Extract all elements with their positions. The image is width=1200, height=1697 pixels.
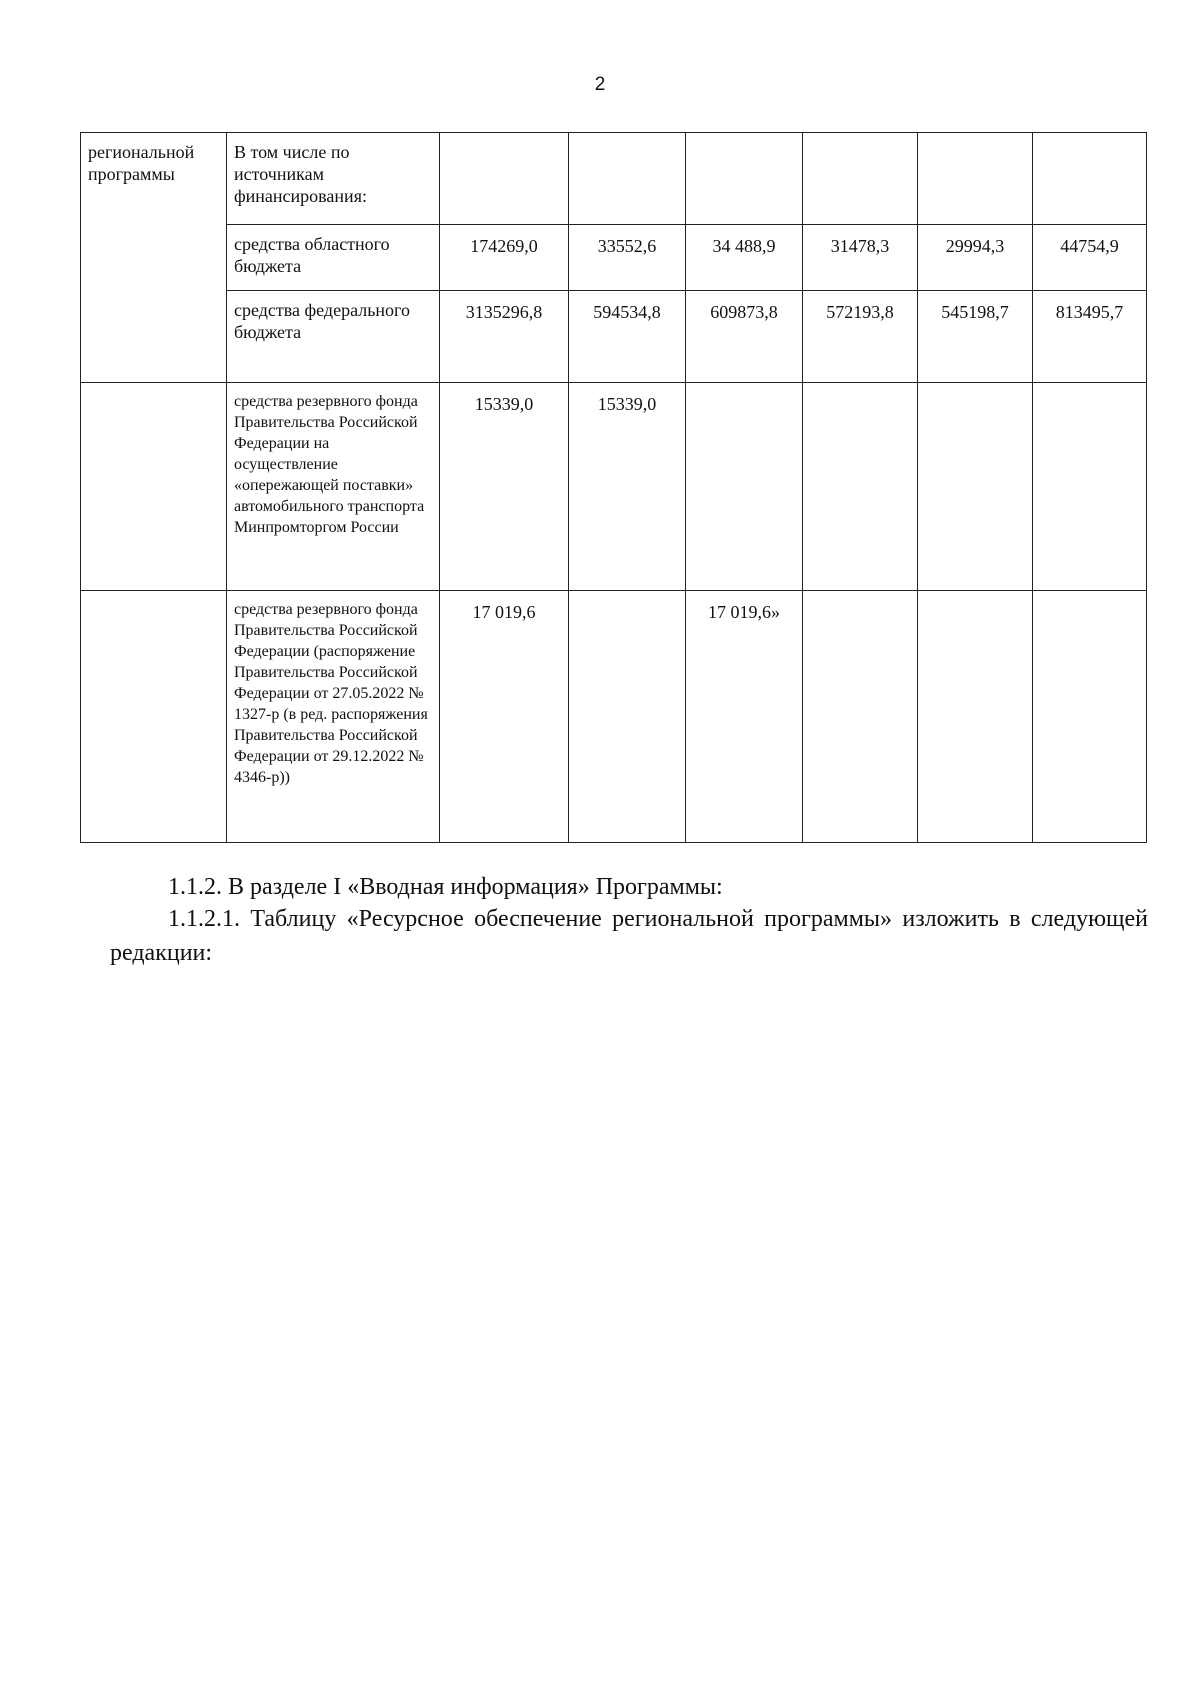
empty-cell (81, 225, 227, 291)
source-cell: средства резервного фонда Правительства Российской Федерации (распоряжение Правительства Российской Федерации от 27.05.2022 № 1327-р (в ред. распоряжения Правительства Российской Федерации от 29.12.2022 № 4346-р)) (227, 591, 440, 843)
source-cell: В том числе по источникам финансирования: (227, 133, 440, 225)
source-cell: средства областного бюджета (227, 225, 440, 291)
value-cell: 813495,7 (1033, 291, 1147, 383)
value-cell: 17 019,6 (440, 591, 569, 843)
value-cell (686, 383, 803, 591)
value-cell (1033, 383, 1147, 591)
value-cell: 34 488,9 (686, 225, 803, 291)
value-cell: 31478,3 (803, 225, 918, 291)
value-cell (918, 383, 1033, 591)
empty-cell (81, 591, 227, 843)
value-cell (803, 133, 918, 225)
source-cell: средства федерального бюджета (227, 291, 440, 383)
value-cell: 33552,6 (569, 225, 686, 291)
table-row (81, 291, 1147, 383)
value-cell (686, 133, 803, 225)
value-cell (569, 591, 686, 843)
table-row (81, 133, 1147, 225)
value-cell (803, 383, 918, 591)
table-row (81, 591, 1147, 843)
value-cell: 545198,7 (918, 291, 1033, 383)
empty-cell (81, 291, 227, 383)
value-cell: 572193,8 (803, 291, 918, 383)
source-cell: средства резервного фонда Правительства Российской Федерации на осуществление «опережающей поставки» автомобильного транспорта Минпромторгом России (227, 383, 440, 591)
empty-cell (81, 383, 227, 591)
value-cell: 3135296,8 (440, 291, 569, 383)
value-cell (1033, 591, 1147, 843)
paragraph-table-instruction: 1.1.2.1. Таблицу «Ресурсное обеспечение региональной программы» изложить в следующей редакции: (110, 906, 1148, 966)
value-cell: 29994,3 (918, 225, 1033, 291)
value-cell: 174269,0 (440, 225, 569, 291)
value-cell (918, 591, 1033, 843)
budget-table (80, 132, 1147, 843)
table-row (81, 383, 1147, 591)
value-cell (1033, 133, 1147, 225)
value-cell (440, 133, 569, 225)
page-number: 2 (594, 74, 606, 95)
paragraph-section-reference: 1.1.2. В разделе I «Вводная информация» Программы: (168, 874, 723, 900)
value-cell: 609873,8 (686, 291, 803, 383)
value-cell: 15339,0 (569, 383, 686, 591)
value-cell (803, 591, 918, 843)
table-row (81, 225, 1147, 291)
value-cell: 15339,0 (440, 383, 569, 591)
value-cell: 594534,8 (569, 291, 686, 383)
value-cell (569, 133, 686, 225)
value-cell (918, 133, 1033, 225)
program-label-cell: региональной программы (81, 133, 227, 225)
value-cell: 17 019,6» (686, 591, 803, 843)
value-cell: 44754,9 (1033, 225, 1147, 291)
